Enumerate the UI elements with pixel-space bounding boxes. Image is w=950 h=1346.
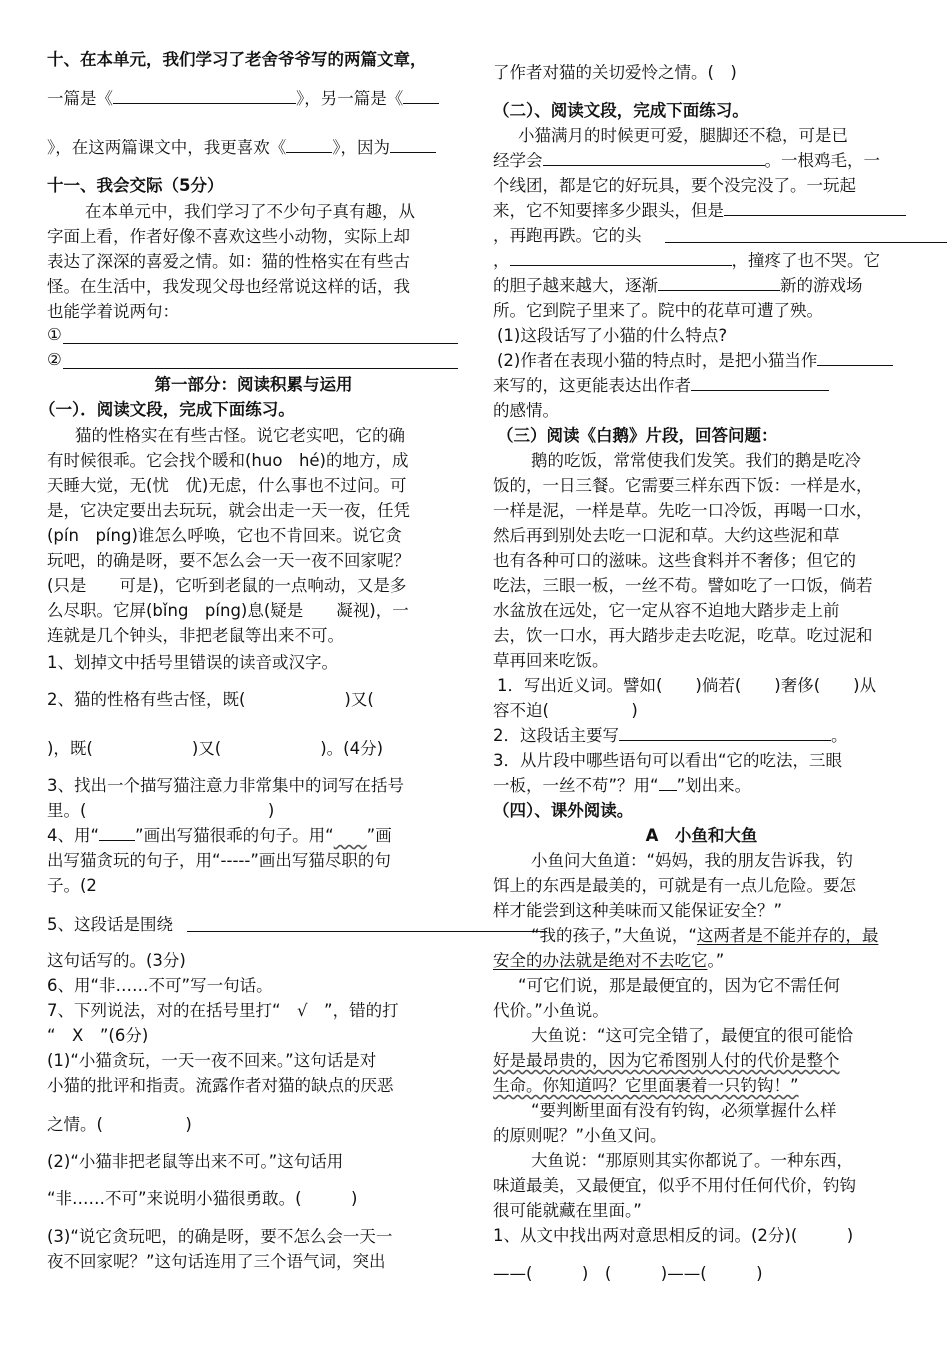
passage3-line: 饭的，一日三餐。它需要三样东西下饭：一样是水，	[493, 476, 873, 495]
story-line: “要判断里面有没有钓钩，必须掌握什么样	[531, 1101, 837, 1120]
passage3-line: 草再回来吃饭。	[493, 651, 609, 670]
question-2-cont: )，既( )又( )。(4分)	[47, 739, 384, 758]
story-line: 的原则呢？”小鱼又问。	[493, 1126, 667, 1145]
passage-line: (只是 可是)，它听到老鼠的一点响动，又是多	[47, 576, 407, 595]
question-4: 4、用“ ”画出写猫很乖的句子。用“ ”画	[47, 826, 392, 845]
passage3-line: 鹅的吃饭，常常使我们发笑。我们的鹅是吃冷	[531, 451, 861, 470]
passage-line: 天睡大觉，无(忧 优)无虑，什么事也不过问。可	[47, 476, 407, 495]
reading-question-1-answers: ——( ) ( )——( )	[493, 1264, 763, 1283]
question-4-cont: 出写猫贪玩的句子，用“-----”画出写猫尽职的句	[47, 851, 391, 870]
passage3-line: 也有各种可口的滋味。这些食料并不奢侈；但它的	[493, 551, 856, 570]
story-line: 好是最昂贵的，因为它希图别人付的代价是整个	[493, 1051, 840, 1070]
question-5-cont: 这句话写的。(3分)	[47, 951, 186, 970]
answer-blank[interactable]	[724, 200, 906, 216]
judge-3-cont: 夜不回家呢？”这句话连用了三个语气词，突出	[47, 1252, 386, 1271]
passage2-line: ，再跑再跌。它的头	[493, 226, 642, 245]
passage3-line: 然后再到别处去吃一口泥和草。大约这些泥和草	[493, 526, 840, 545]
straight-underline-sample	[99, 825, 135, 841]
answer-blank[interactable]	[658, 275, 780, 291]
passage-line: 是，它决定要出去玩玩，就会出走一天一夜，任凭	[47, 501, 410, 520]
passage-line: 么尽职。它屏(bǐng píng)息(疑是 凝视)，一	[47, 601, 409, 620]
story-line: 大鱼说：“那原则其实你都说了。一种东西，	[531, 1151, 854, 1170]
answer-line[interactable]	[665, 242, 947, 243]
section2-title: （二）、阅读文段，完成下面练习。	[493, 101, 749, 120]
passage3-line: 吃法，三眼一板，一丝不苟。譬如吃了一口饭，倘若	[493, 576, 873, 595]
sub-question-1: (1)这段话写了小猫的什么特点?	[497, 326, 728, 345]
passage2-line: 的胆子越来越大，逐渐 新的游戏场	[493, 276, 863, 295]
answer-blank[interactable]	[817, 350, 893, 366]
section4-title: （四）、课外阅读。	[493, 801, 634, 820]
q11-line: 也能学着说两句：	[47, 302, 179, 321]
judge-1-cont: 小猫的批评和指责。流露作者对猫的缺点的厌恶	[47, 1076, 394, 1095]
passage-line: 猫的性格实在有些古怪。说它老实吧，它的确	[75, 426, 405, 445]
passage2-line: 个线团，都是它的好玩具，要个没完没了。一玩起	[493, 176, 856, 195]
story-title: A 小鱼和大鱼	[645, 826, 758, 845]
judge-1-cont: 之情。( )	[47, 1115, 192, 1134]
sub-question-2-cont: 的感情。	[493, 401, 559, 420]
part1-title: 第一部分：阅读积累与运用	[154, 375, 353, 394]
answer-blank[interactable]	[286, 137, 332, 153]
wavy-underline-sample	[334, 826, 367, 845]
story-line: 味道最美，又最便宜，似乎不用付任何代价，钓钩	[493, 1176, 856, 1195]
passage2-line: ， ，撞疼了也不哭。它	[493, 251, 880, 270]
story-line: 小鱼问大鱼道：“妈妈，我的朋友告诉我，钓	[531, 851, 854, 870]
passage-line: (pín píng)谁怎么呼唤，它也不肯回来。说它贪	[47, 526, 402, 545]
q10-line2: 一篇是《 》，另一篇是《	[47, 88, 439, 110]
question-7: 7、下列说法，对的在括号里打“ √ ”，错的打	[47, 1001, 399, 1020]
task-2: 2．这段话主要写 。	[493, 726, 848, 745]
answer-blank[interactable]	[390, 137, 436, 153]
answer-blank[interactable]	[691, 375, 829, 391]
passage2-line: 来，它不知要摔多少跟头，但是	[493, 200, 906, 222]
answer-blank[interactable]	[543, 150, 765, 166]
underline-sample	[659, 775, 677, 791]
judge-1: (1)“小猫贪玩，一天一夜不回来。”这句话是对	[47, 1051, 377, 1070]
answer-line[interactable]	[187, 931, 547, 932]
story-line: “可它们说，那是最便宜的，因为它不需任何	[518, 976, 841, 995]
story-line: 饵上的东西是最美的，可就是有一点儿危险。要怎	[493, 876, 856, 895]
story-line: 生命。你知道吗？它里面裹着一只钓钩！”	[493, 1076, 799, 1095]
q11-title: 十一、我会交际（5分）	[47, 176, 224, 195]
answer-line[interactable]	[63, 343, 458, 344]
section1-title: （一）．阅读文段，完成下面练习。	[39, 400, 295, 419]
passage3-line: 水盆放在远处，它一定从容不迫地大踏步走上前	[493, 601, 840, 620]
story-line: 安全的办法就是绝对不去吃它。”	[493, 951, 725, 970]
passage3-line: 去，饮一口水，再大踏步走去吃泥，吃草。吃过泥和	[493, 626, 873, 645]
story-line: “我的孩子，”大鱼说，“这两者是不能并存的，最	[531, 926, 879, 945]
q10-line1: 十、在本单元，我们学习了老舍爷爷写的两篇文章，	[47, 50, 427, 69]
passage2-line: 所。它到院子里来了。院中的花草可遭了殃。	[493, 301, 823, 320]
q11-line: 字面上看，作者好像不喜欢这些小动物，实际上却	[47, 227, 410, 246]
passage3-line: 一样是泥，一样是草。先吃一口冷饭，再喝一口水，	[493, 501, 873, 520]
task-1-cont: 容不迫( )	[493, 701, 638, 720]
answer-blank[interactable]	[113, 88, 296, 104]
judge-3-end: 了作者对猫的关切爱怜之情。( )	[493, 63, 737, 82]
story-line: 样才能尝到这种美味而又能保证安全？”	[493, 901, 783, 920]
story-line: 大鱼说：“这可完全错了，最便宜的很可能恰	[531, 1026, 854, 1045]
sub-question-2-cont: 来写的，这更能表达出作者	[493, 375, 829, 397]
q11-marker-2: ②	[47, 350, 62, 369]
sub-question-2: (2)作者在表现小猫的特点时，是把小猫当作	[497, 350, 893, 372]
answer-blank[interactable]	[403, 88, 439, 104]
q11-line: 在本单元中，我们学习了不少句子真有趣，从	[85, 202, 415, 221]
question-4-cont: 子。(2	[47, 876, 97, 895]
story-line: 很可能就藏在里面。”	[493, 1201, 642, 1220]
passage2-line: 经学会 。一根鸡毛，一	[493, 151, 880, 170]
q11-line: 表达了深深的喜爱之情。如：猫的性格实在有些古	[47, 252, 410, 271]
passage-line: 连就是几个钟头，非把老鼠等出来不可。	[47, 626, 344, 645]
question-6: 6、用“非……不可”写一句话。	[47, 976, 273, 995]
section3-title: （三）阅读《白鹅》片段，回答问题：	[497, 426, 778, 445]
question-3-cont: 里。( )	[47, 801, 275, 820]
task-3-cont: 一板，一丝不苟”？用“ ”划出来。	[493, 776, 752, 795]
answer-blank[interactable]	[619, 725, 831, 741]
judge-2-cont: “非……不可”来说明小猫很勇敢。( )	[47, 1189, 358, 1208]
answer-blank[interactable]	[510, 250, 732, 266]
question-7-cont: “ X ”(6分)	[47, 1026, 149, 1045]
passage-line: 有时候很乖。它会找个暖和(huo hé)的地方，成	[47, 451, 409, 470]
story-line: 代价。”小鱼说。	[493, 1001, 609, 1020]
q11-line: 怪。在生活中，我发现父母也经常说这样的话，我	[47, 277, 410, 296]
passage2-line: 小猫满月的时候更可爱，腿脚还不稳，可是已	[518, 126, 848, 145]
task-1: 1．写出近义词。譬如( )倘若( )奢侈( )从	[497, 676, 877, 695]
q11-marker-1: ①	[47, 325, 62, 344]
q10-line3: 》，在这两篇课文中，我更喜欢《 》，因为	[47, 137, 436, 159]
question-3: 3、找出一个描写猫注意力非常集中的词写在括号	[47, 776, 404, 795]
question-2: 2、猫的性格有些古怪，既( )又(	[47, 690, 374, 709]
question-5: 5、这段话是围绕	[47, 915, 173, 934]
answer-line[interactable]	[63, 368, 458, 369]
question-1: 1、划掉文中括号里错误的读音或汉字。	[47, 653, 338, 672]
reading-question-1: 1、从文中找出两对意思相反的词。(2分)( )	[493, 1226, 854, 1245]
judge-3: (3)“说它贪玩吧，的确是呀，要不怎么会一天一	[47, 1227, 393, 1246]
passage-line: 玩吧，的确是呀，要不怎么会一天一夜不回家呢？	[47, 551, 410, 570]
task-3: 3．从片段中哪些语句可以看出“它的吃法，三眼	[493, 751, 843, 770]
judge-2: (2)“小猫非把老鼠等出来不可。”这句话用	[47, 1152, 344, 1171]
